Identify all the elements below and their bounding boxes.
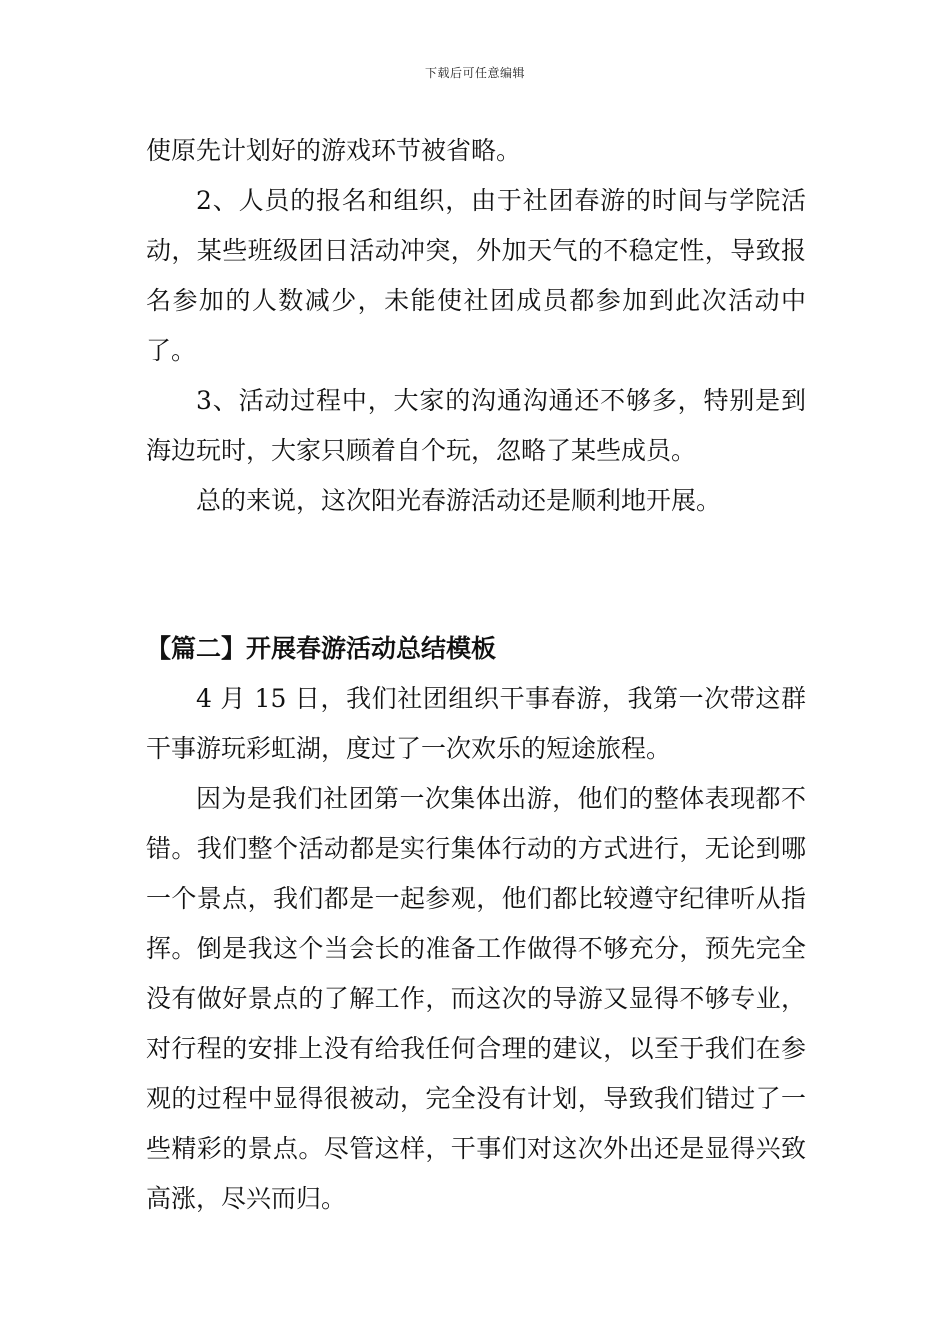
- continuation-paragraph: 使原先计划好的游戏环节被省略。: [146, 136, 522, 165]
- summary-paragraph: 总的来说，这次阳光春游活动还是顺利地开展。: [196, 486, 722, 515]
- item-2-paragraph: 2、人员的报名和组织，由于社团春游的时间与学院活动，某些班级团日活动冲突，外加天气的不稳定性，导致报名参加的人数减少，未能使社团成员都参加到此次活动中了。: [146, 186, 806, 365]
- section-heading: 【篇二】开展春游活动总结模板: [146, 634, 497, 663]
- part2-paragraph-1: 4 月 15 日，我们社团组织干事春游，我第一次带这群干事游玩彩虹湖，度过了一次欢乐的短途旅程。: [146, 684, 806, 763]
- item-3-paragraph: 3、活动过程中，大家的沟通沟通还不够多，特别是到海边玩时，大家只顾着自个玩，忽略了某些成员。: [146, 386, 806, 465]
- page-header-note: 下载后可任意编辑: [424, 66, 525, 80]
- document-body: [146, 126, 806, 1224]
- section-spacer: [146, 526, 806, 624]
- part2-paragraph-2: 因为是我们社团第一次集体出游，他们的整体表现都不错。我们整个活动都是实行集体行动的方式进行，无论到哪一个景点，我们都是一起参观，他们都比较遵守纪律听从指挥。倒是我这个当会长的准备工作做得不够充分，预先完全没有做好景点的了解工作，而这次的导游又显得不够专业，对行程的安排上没有给我任何合理的建议，以至于我们在参观的过程中显得很被动，完全没有计划，导致我们错过了一些精彩的景点。尽管这样，干事们对这次外出还是显得兴致高涨，尽兴而归。: [146, 784, 806, 1213]
